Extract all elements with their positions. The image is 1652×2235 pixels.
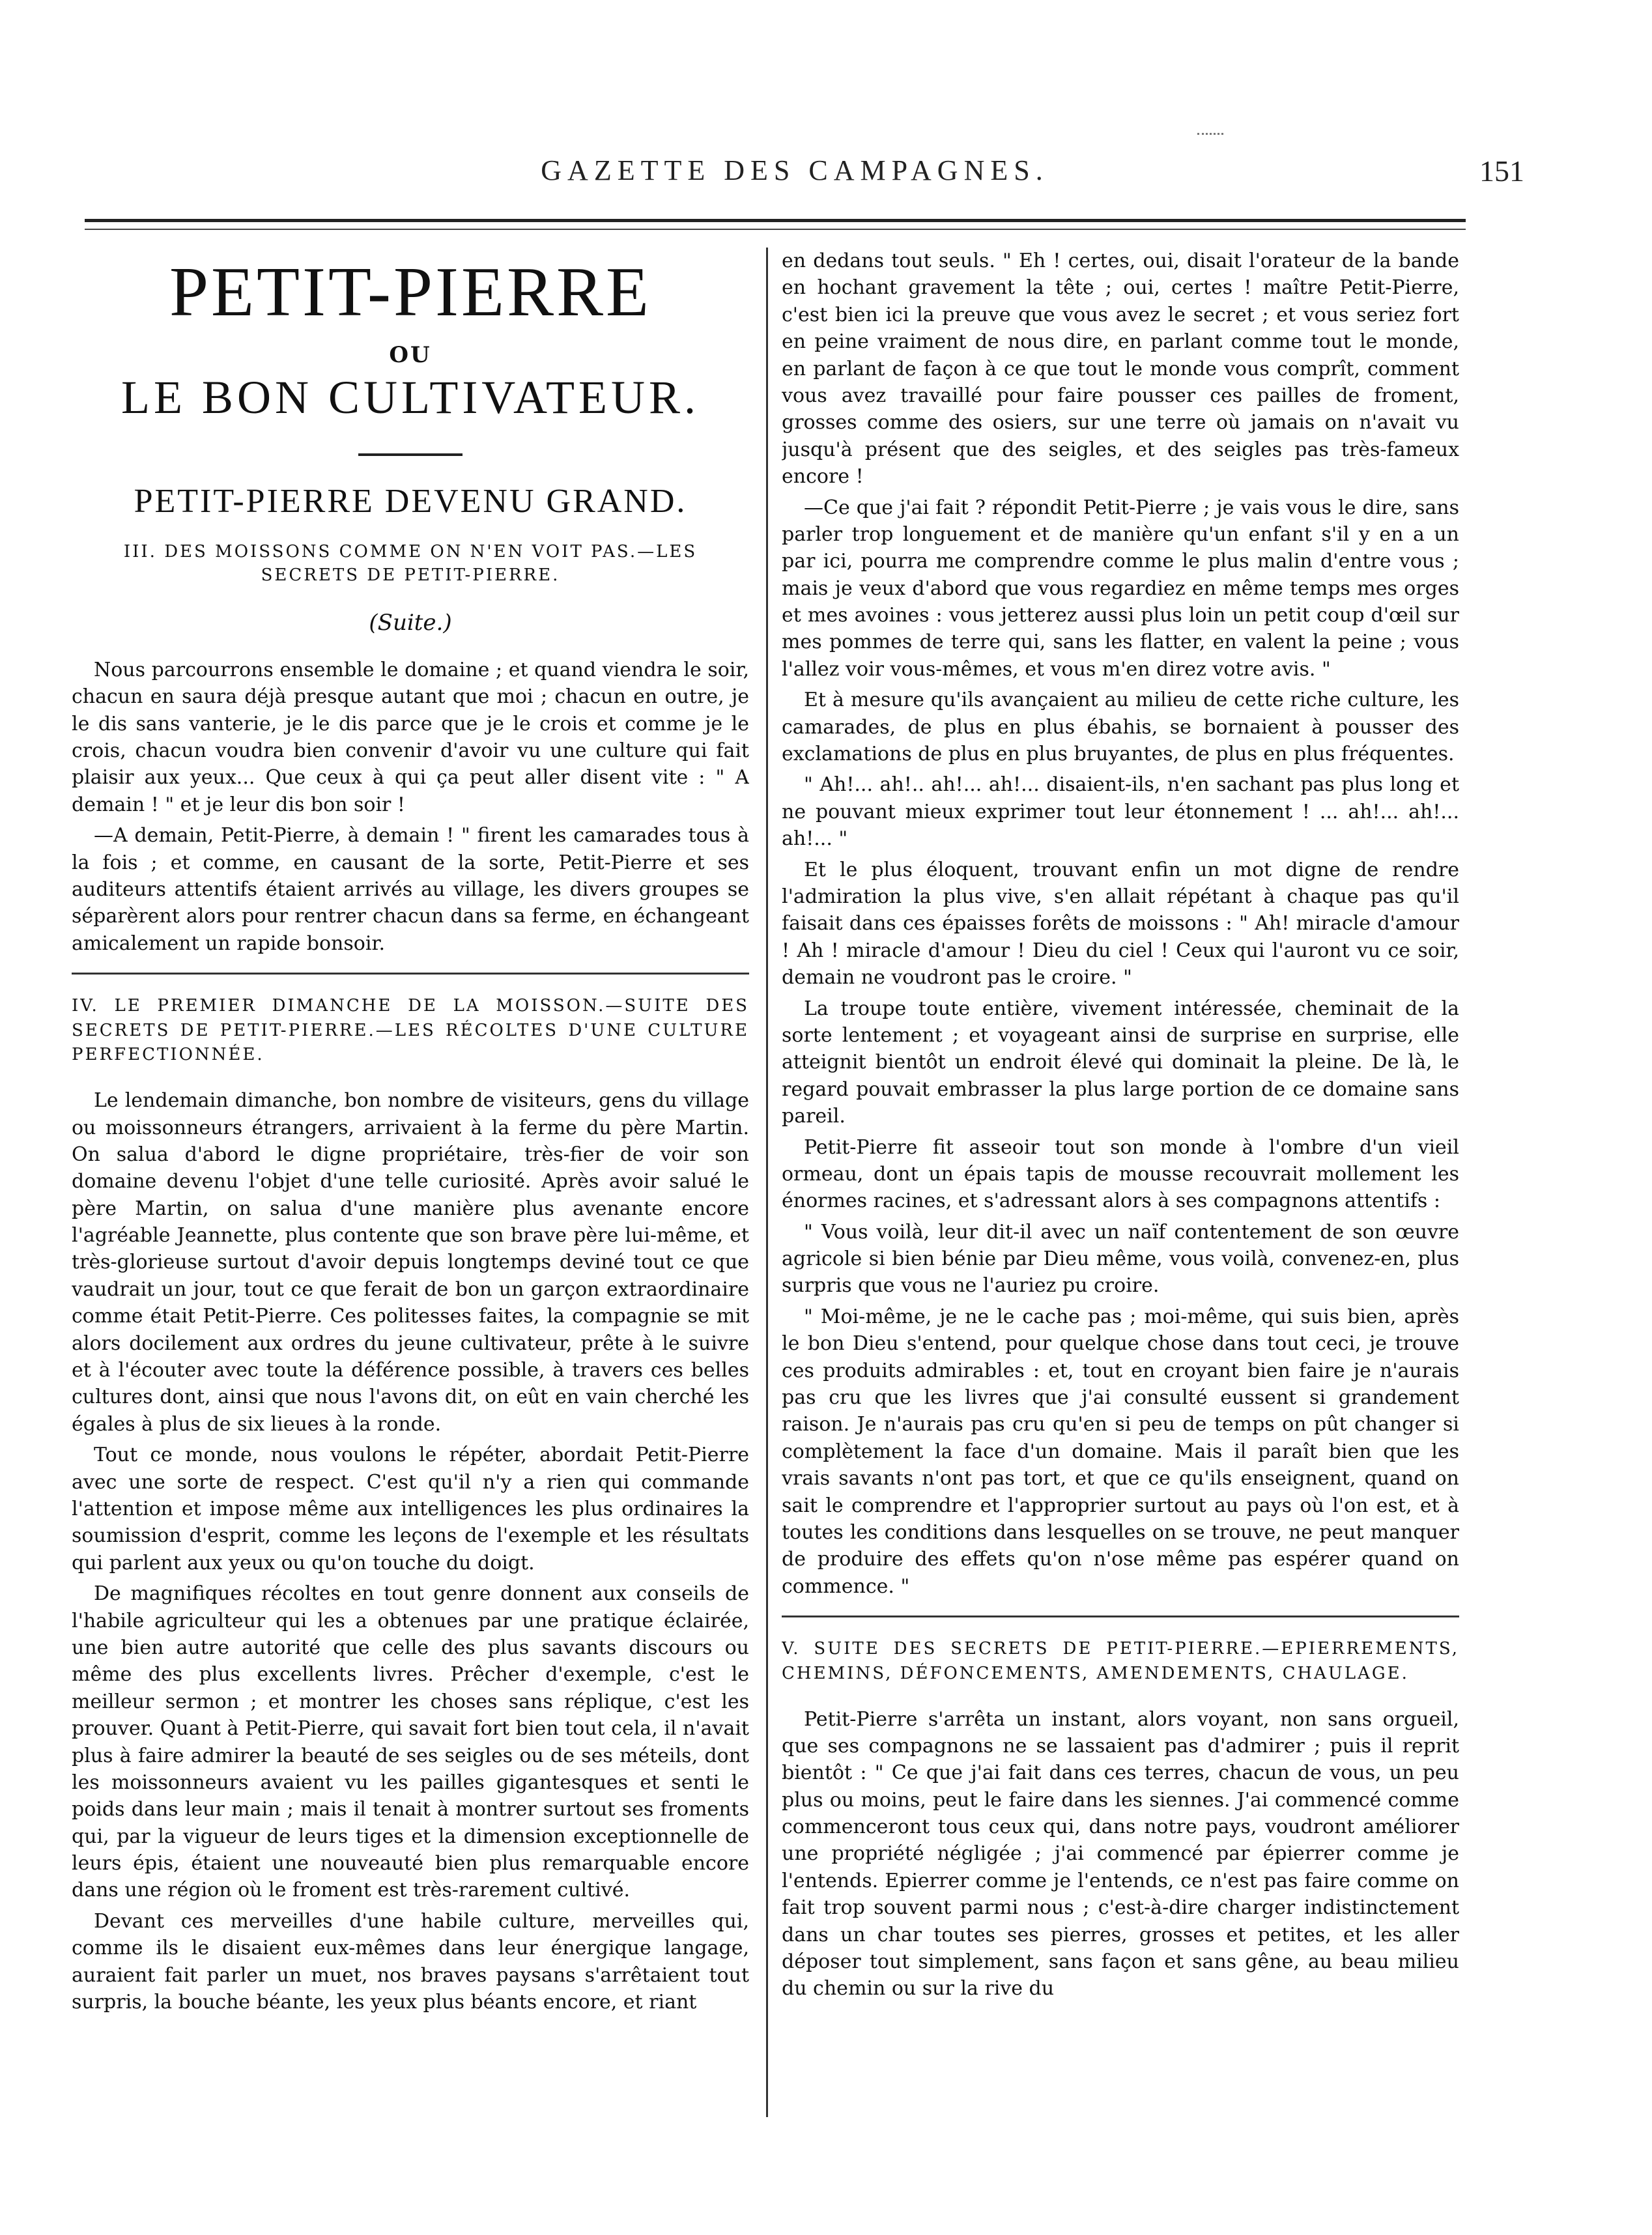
left-column bbox=[72, 248, 749, 2137]
paragraph: Nous parcourrons ensemble le domaine ; et quand viendra le soir, chacun en saura déjà presque autant que moi ; chacun en outre, je le dis sans vanterie, je le dis parce que je le crois et comme je le crois, chacun voudra bien convenir d'avoir vu une culture qui fait plaisir aux yeux... Que ceux à qui ça peut aller disent vite : " A demain ! " et je leur dis bon soir ! bbox=[72, 658, 749, 816]
paragraph: en dedans tout seuls. " Eh ! certes, oui, disait l'orateur de la bande en hochant gravement la tête ; oui, certes ! maître Petit-Pierre, c'est bien ici la preuve que vous avez le secret ; et vous seriez fort en peine vraiment de nous dire, en parlant comme tout le monde, en parlant de façon à ce que tout le monde vous comprît, comment vous avez travaillé pour faire pousser ces pailles de froment, grosses comme des osiers, sur une terre où jamais on n'avait vu jusqu'à présent que des seigles, et des seigles pas très-fameux encore ! bbox=[782, 249, 1459, 489]
article-subtitle: LE BON CULTIVATEUR. bbox=[121, 371, 700, 423]
paragraph: Tout ce monde, nous voulons le répéter, abordait Petit-Pierre avec une sorte de respect. C'est qu'il n'y a rien qui commande l'attention et impose même aux intelligences les plus ordinaires la soumission d'esprit, comme les leçons de l'exemple et les résultats qui parlent aux yeux ou qu'on touche du doigt. bbox=[72, 1444, 749, 1574]
article-title: PETIT-PIERRE bbox=[169, 253, 652, 331]
title-conjunction: OU bbox=[389, 341, 432, 368]
stray-ink-mark bbox=[1197, 133, 1223, 139]
continued-label: (Suite.) bbox=[369, 609, 452, 636]
page-number: 151 bbox=[1479, 154, 1524, 188]
chapter-3-heading: III. DES MOISSONS COMME ON N'EN VOIT PAS.—LES SECRETS DE PETIT-PIERRE. bbox=[123, 541, 698, 586]
paragraph: " Ah!... ah!.. ah!... ah!... disaient-ils, n'en sachant pas plus long et ne pouvant mieux exprimer tout leur étonnement ! ... ah!... ah!... ah!... " bbox=[782, 773, 1459, 851]
section-title: PETIT-PIERRE DEVENU GRAND. bbox=[134, 482, 687, 520]
section-separator bbox=[72, 973, 749, 975]
chapter-4-heading: IV. LE PREMIER DIMANCHE DE LA MOISSON.—SUITE DES SECRETS DE PETIT-PIERRE.—LES RÉCOLTES D'UNE CULTURE PERFECTIONNÉE. bbox=[72, 996, 749, 1065]
paragraph: —A demain, Petit-Pierre, à demain ! " firent les camarades tous à la fois ; et comme, en causant de la sorte, Petit-Pierre et ses auditeurs attentifs étaient arrivés au village, les divers groupes se séparèrent alors pour rentrer chacun dans sa ferme, en échangeant amicalement un rapide bonsoir. bbox=[72, 824, 749, 955]
paragraph: " Moi-même, je ne le cache pas ; moi-même, qui suis bien, après le bon Dieu s'entend, pour quelque chose dans tout ceci, je trouve ces produits admirables : et, tout en croyant bien faire je n'aurais pas cru que les livres que j'ai consulté eussent si grandement raison. Je n'aurais pas cru qu'en si peu de temps on pût changer si complètement la face d'un domaine. Mais il paraît bien que les vrais savants n'ont pas tort, et que ce qu'ils enseignent, quand on sait le comprendre et l'approprier surtout au pays où l'on est, et à toutes les conditions dans lesquelles on se trouve, ne peut manquer de produire des effets qu'on n'ose même pas espérer quand on commence. " bbox=[782, 1305, 1459, 1598]
paragraph: Et à mesure qu'ils avançaient au milieu de cette riche culture, les camarades, de plus en plus ébahis, se bornaient à pousser des exclamations de plus en plus bruyantes, de plus en plus fréquentes. bbox=[782, 689, 1459, 766]
paragraph: Petit-Pierre fit asseoir tout son monde à l'ombre d'un vieil ormeau, dont un épais tapis de mousse recouvrait mollement les énormes racines, et s'adressant alors à ses compagnons attentifs : bbox=[782, 1135, 1459, 1213]
column-divider bbox=[766, 248, 768, 2117]
paragraph: " Vous voilà, leur dit-il avec un naïf contentement de son œuvre agricole si bien bénie par Dieu même, vous voilà, convenez-en, plus surpris que vous ne l'auriez pu croire. bbox=[782, 1220, 1459, 1298]
running-title: GAZETTE DES CAMPAGNES. bbox=[541, 154, 1049, 186]
paragraph: Devant ces merveilles d'une habile culture, merveilles qui, comme ils le disaient eux-mêmes dans leur énergique langage, auraient fait parler un muet, nos braves paysans s'arrêtaient tout surpris, la bouche béante, les yeux plus béants encore, et riant bbox=[72, 1909, 749, 2014]
header-rule bbox=[85, 219, 1466, 230]
paragraph: —Ce que j'ai fait ? répondit Petit-Pierre ; je vais vous le dire, sans parler trop longuement et de manière qu'un enfant s'il y en a un par ici, pourra me comprendre comme le plus malin d'entre vous ; mais je veux d'abord que vous regardiez en même temps mes orges et mes avoines : vous jetterez aussi plus loin un petit coup d'œil sur mes pommes de terre qui, sans les flatter, en valent la peine ; vous l'allez voir vous-mêmes, et vous m'en direz votre avis. " bbox=[782, 496, 1459, 681]
right-column bbox=[782, 248, 1459, 2137]
title-rule bbox=[358, 453, 463, 456]
paragraph: Le lendemain dimanche, bon nombre de visiteurs, gens du village ou moissonneurs étrangers, arrivaient à la ferme du père Martin. On salua d'abord le digne propriétaire, très-fier de voir son domaine devenu l'objet d'une telle curiosité. Après avoir salué le père Martin, on salua d'une manière plus avenante encore l'agréable Jeannette, plus contente que son brave père lui-même, et très-glorieuse surtout d'avoir depuis longtemps deviné tout ce que vaudrait un jour, tout ce que ferait de bon un garçon extraordinaire comme était Petit-Pierre. Ces politesses faites, la compagnie se mit alors docilement aux ordres du jeune cultivateur, prête à le suivre et à l'écouter avec toute la déférence possible, à travers ces belles cultures dont, ainsi que nous l'avons dit, on eût en vain cherché les égales à plus de six lieues à la ronde. bbox=[72, 1089, 749, 1436]
paragraph: Et le plus éloquent, trouvant enfin un mot digne de rendre l'admiration la plus vive, s'en allait répétant à chaque pas qu'il faisait dans ces épaisses forêts de moissons : " Ah! miracle d'amour ! Ah ! miracle d'amour ! Dieu du ciel ! Ceux qui l'auront vu ce soir, demain ne voudront pas le croire. " bbox=[782, 858, 1459, 989]
section-separator bbox=[782, 1616, 1459, 1617]
paragraph: La troupe toute entière, vivement intéressée, cheminait de la sorte lentement ; et voyageant ainsi de surprise en surprise, elle atteignit bientôt un endroit élevé qui dominait la pleine. De là, le regard pouvait embrasser la plus large portion de ce domaine sans pareil. bbox=[782, 997, 1459, 1128]
chapter-5-heading: V. SUITE DES SECRETS DE PETIT-PIERRE.—EPIERREMENTS, CHEMINS, DÉFONCEMENTS, AMENDEMENTS, CHAULAGE. bbox=[782, 1639, 1459, 1683]
paragraph: Petit-Pierre s'arrêta un instant, alors voyant, non sans orgueil, que ses compagnons ne se lassaient pas d'admirer ; puis il reprit bientôt : " Ce que j'ai fait dans ces terres, chacun de vous, un peu plus ou moins, peut le faire dans les siennes. J'ai commencé comme commenceront tous ceux qui, dans notre pays, voudront améliorer une propriété négligée ; j'ai commencé par épierrer comme je l'entends. Epierrer comme je l'entends, ce n'est pas faire comme on fait trop souvent parmi nous ; c'est-à-dire charger indistinctement dans un char toutes ses pierres, grosses et petites, et les aller déposer tout simplement, sans façon et sans gêne, au beau milieu du chemin ou sur la rive du bbox=[782, 1707, 1459, 2000]
page-header bbox=[65, 154, 1524, 193]
paragraph: De magnifiques récoltes en tout genre donnent aux conseils de l'habile agriculteur qui les a obtenues par une pratique éclairée, une bien autre autorité que celle des plus savants discours ou même des plus excellents livres. Prêcher d'exemple, c'est le meilleur sermon ; et montrer les choses sans réplique, c'est les prouver. Quant à Petit-Pierre, qui savait fort bien tout cela, il n'avait plus à faire admirer la beauté de ses seigles ou de ses méteils, dont les moissonneurs avaient vu les pailles gigantesques et senti le poids dans leur main ; mais il tenait à montrer surtout ses froments qui, par la vigueur de leurs tiges et la dimension exceptionnelle de leurs épis, étaient une nouveauté bien plus remarquable encore dans une région où le froment est très-rarement cultivé. bbox=[72, 1582, 749, 1902]
